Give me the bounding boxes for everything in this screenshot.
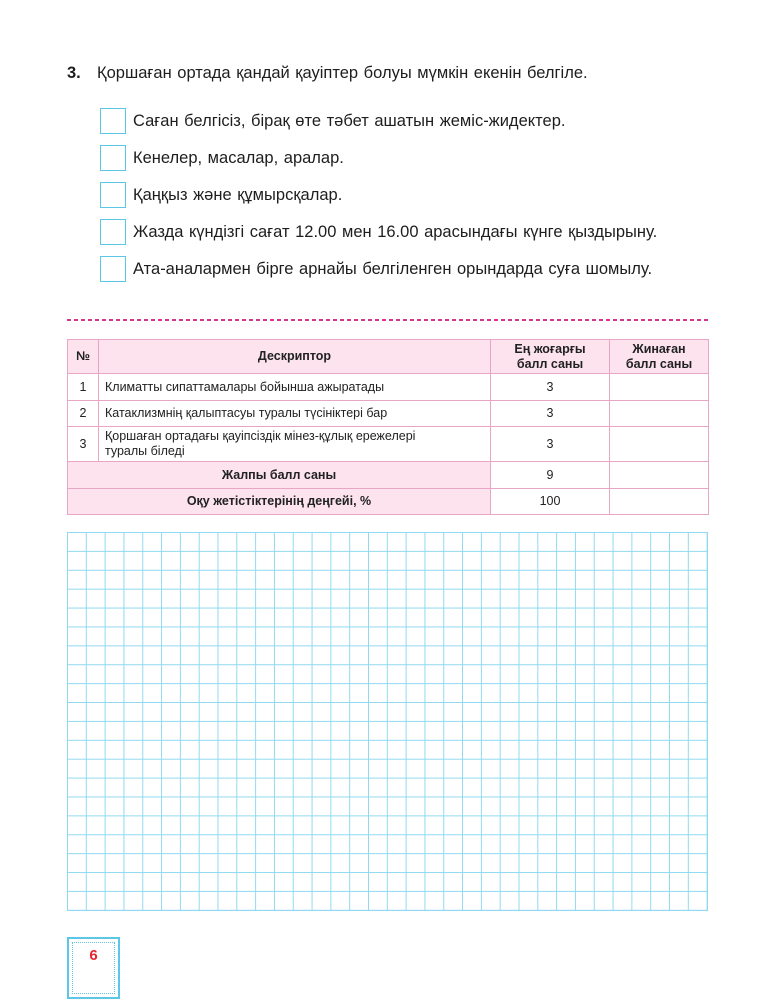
option-item bbox=[100, 108, 565, 134]
level-earned-score-cell bbox=[610, 489, 709, 515]
col-header-max-score: Ең жоғарғы балл саны bbox=[491, 340, 610, 374]
level-label: Оқу жетістіктерінің деңгейі, % bbox=[68, 489, 491, 515]
option-checkbox[interactable] bbox=[100, 256, 126, 282]
total-earned-score-cell bbox=[610, 462, 709, 489]
total-row bbox=[68, 462, 709, 489]
row-earned-score-cell bbox=[610, 427, 709, 462]
option-checkbox[interactable] bbox=[100, 182, 126, 208]
option-checkbox[interactable] bbox=[100, 219, 126, 245]
option-item bbox=[100, 219, 657, 245]
question bbox=[67, 62, 588, 84]
question-number: 3. bbox=[67, 64, 81, 82]
col-header-descriptor: Дескриптор bbox=[99, 340, 491, 374]
row-max-score: 3 bbox=[491, 427, 610, 462]
dashed-divider bbox=[67, 319, 708, 321]
option-label: Ата-аналармен бірге арнайы белгіленген орындарда суға шомылу. bbox=[133, 260, 653, 278]
row-number: 1 bbox=[68, 374, 99, 401]
option-item bbox=[100, 182, 342, 208]
option-checkbox[interactable] bbox=[100, 145, 126, 171]
table-row bbox=[68, 374, 709, 401]
row-descriptor: Қоршаған ортадағы қауіпсіздік мінез-құлық ережелері туралы біледі bbox=[99, 427, 491, 462]
total-label: Жалпы балл саны bbox=[68, 462, 491, 489]
table-header-row bbox=[68, 340, 709, 374]
level-max-score: 100 bbox=[491, 489, 610, 515]
table-row bbox=[68, 401, 709, 427]
option-item bbox=[100, 256, 652, 282]
col-header-number: № bbox=[68, 340, 99, 374]
page-number-box bbox=[67, 937, 120, 999]
page-number: 6 bbox=[89, 947, 98, 964]
total-max-score: 9 bbox=[491, 462, 610, 489]
option-item bbox=[100, 145, 344, 171]
row-earned-score-cell bbox=[610, 374, 709, 401]
row-descriptor: Климатты сипаттамалары бойынша ажыратады bbox=[99, 374, 491, 401]
row-max-score: 3 bbox=[491, 374, 610, 401]
score-table bbox=[67, 339, 709, 515]
option-label: Жазда күндізгі сағат 12.00 мен 16.00 арасындағы күнге қыздырыну. bbox=[133, 223, 658, 241]
row-descriptor: Катаклизмнің қалыптасуы туралы түсініктері бар bbox=[99, 401, 491, 427]
row-earned-score-cell bbox=[610, 401, 709, 427]
question-text: Қоршаған ортада қандай қауіптер болуы мүмкін екенін белгіле. bbox=[97, 64, 588, 82]
page-number-inner-frame bbox=[72, 942, 115, 994]
option-label: Саған белгісіз, бірақ өте тәбет ашатын жеміс-жидектер. bbox=[133, 112, 566, 130]
writing-grid bbox=[67, 532, 708, 911]
row-number: 2 bbox=[68, 401, 99, 427]
table-row bbox=[68, 427, 709, 462]
option-checkbox[interactable] bbox=[100, 108, 126, 134]
col-header-earned-score: Жинаған балл саны bbox=[610, 340, 709, 374]
option-label: Кенелер, масалар, аралар. bbox=[133, 149, 344, 167]
option-label: Қаңқыз және құмырсқалар. bbox=[133, 186, 343, 204]
level-row bbox=[68, 489, 709, 515]
row-max-score: 3 bbox=[491, 401, 610, 427]
row-number: 3 bbox=[68, 427, 99, 462]
